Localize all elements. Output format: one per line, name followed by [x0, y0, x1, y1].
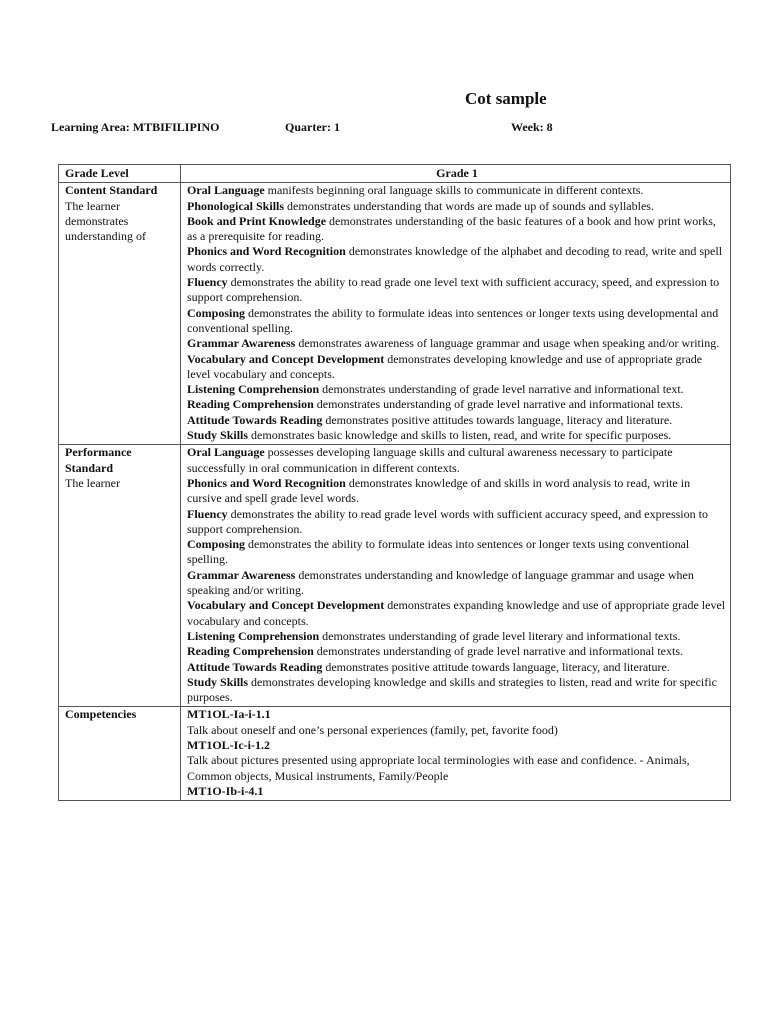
standard-term: Attitude Towards Reading: [187, 412, 323, 427]
standard-description: demonstrates the ability to read grade one level text with sufficient accuracy, speed, and expression to support comprehension.: [187, 275, 720, 305]
standard-term: Reading Comprehension: [187, 644, 314, 659]
competency-code: MT1OL-Ia-i-1.1: [187, 707, 271, 722]
standard-entry: [187, 397, 727, 412]
standard-term: Attitude Towards Reading: [187, 659, 323, 674]
standard-entry: [187, 352, 727, 383]
standard-entry: [187, 507, 727, 538]
competencies-label: Competencies: [65, 707, 137, 722]
standard-description: demonstrates understanding of grade level narrative and informational text.: [319, 382, 684, 397]
content-standard-label: Content Standard: [65, 183, 158, 198]
standard-description: demonstrates positive attitudes towards language, literacy and literature.: [322, 412, 673, 427]
standard-entry: [187, 568, 727, 599]
document-meta: [51, 120, 731, 138]
competency-code: MT1OL-Ic-i-1.2: [187, 737, 270, 752]
standard-description: manifests beginning oral language skills to communicate in different contexts.: [264, 183, 644, 198]
standard-term: Reading Comprehension: [187, 397, 314, 412]
performance-standard-items: [181, 445, 731, 707]
performance-standard-sublabel: The learner: [65, 475, 120, 490]
page-title: Cot sample: [465, 89, 547, 108]
content-standard-row: [59, 183, 731, 445]
standard-term: Fluency: [187, 275, 228, 290]
standard-entry: [187, 244, 727, 275]
standard-entry: [187, 183, 727, 198]
standard-term: Oral Language: [187, 445, 265, 460]
standard-description: possesses developing language skills and cultural awareness necessary to participate successfully in oral communication in different contexts.: [187, 445, 673, 475]
standard-description: demonstrates understanding of grade level literary and informational texts.: [319, 628, 681, 643]
grade-level-header: Grade Level: [59, 165, 181, 183]
standard-term: Listening Comprehension: [187, 628, 320, 643]
standard-description: demonstrates expanding knowledge and use of appropriate grade level vocabulary and concepts.: [187, 598, 726, 628]
performance-standard-row: [59, 445, 731, 707]
standard-term: Vocabulary and Concept Development: [187, 598, 385, 613]
standard-description: demonstrates understanding that words are made up of sounds and syllables.: [284, 198, 654, 213]
content-standard-sublabel: The learner demonstrates understanding of: [65, 198, 146, 244]
competency-description: Talk about oneself and one’s personal experiences (family, pet, favorite food): [187, 722, 558, 737]
standard-entry: [187, 629, 727, 644]
standard-term: Listening Comprehension: [187, 382, 320, 397]
standard-entry: [187, 675, 727, 706]
performance-standard-label-cell: [59, 445, 181, 707]
standard-description: demonstrates understanding of grade level narrative and informational texts.: [313, 397, 684, 412]
content-standard-label-cell: [59, 183, 181, 445]
standard-description: demonstrates developing knowledge and skills and strategies to listen, read and write for specific purposes.: [187, 674, 717, 705]
standard-term: Book and Print Knowledge: [187, 213, 327, 228]
table-header-row: [59, 165, 731, 183]
standard-description: demonstrates developing knowledge and use of appropriate grade level vocabulary and concepts.: [187, 351, 703, 381]
standard-term: Composing: [187, 537, 246, 552]
standard-description: demonstrates knowledge of the alphabet and decoding to read, write and spell words correctly.: [187, 244, 723, 274]
standard-term: Study Skills: [187, 428, 249, 443]
lesson-plan-table: [58, 164, 731, 801]
standard-description: demonstrates the ability to formulate ideas into sentences or longer texts using developmental and conventional spelling.: [187, 305, 719, 335]
standard-term: Grammar Awareness: [187, 336, 296, 351]
standard-entry: [187, 537, 727, 568]
standard-term: Grammar Awareness: [187, 567, 296, 582]
standard-entry: [187, 306, 727, 337]
content-standard-items: [181, 183, 731, 445]
standard-term: Oral Language: [187, 183, 265, 198]
competency-description: Talk about pictures presented using appropriate local terminologies with ease and confidence. - Animals, Common objects, Musical instruments, Family/People: [187, 753, 690, 783]
standard-entry: [187, 598, 727, 629]
standard-entry: [187, 214, 727, 245]
grade-1-header: Grade 1: [181, 165, 731, 183]
standard-term: Study Skills: [187, 674, 249, 689]
week-label: Week: 8: [511, 120, 553, 134]
standard-description: demonstrates positive attitude towards language, literacy, and literature.: [322, 659, 670, 674]
standard-description: demonstrates knowledge of and skills in word analysis to read, write in cursive and spell grade level words.: [187, 475, 691, 506]
standard-entry: [187, 413, 727, 428]
standard-description: demonstrates awareness of language grammar and usage when speaking and/or writing.: [295, 336, 720, 351]
standard-entry: [187, 275, 727, 306]
competency-code: MT1O-Ib-i-4.1: [187, 783, 264, 798]
standard-entry: [187, 445, 727, 476]
standard-description: demonstrates understanding of the basic features of a book and how print works, as a prerequisite for reading.: [187, 213, 716, 244]
competencies-items: [181, 707, 731, 801]
competencies-row: [59, 707, 731, 801]
standard-term: Phonological Skills: [187, 198, 285, 213]
learning-area-label: Learning Area: MTBIFILIPINO: [51, 120, 220, 134]
standard-term: Phonics and Word Recognition: [187, 244, 346, 259]
standard-description: demonstrates the ability to read grade level words with sufficient accuracy speed, and expression to support comprehension.: [187, 506, 708, 536]
competencies-label-cell: [59, 707, 181, 801]
standard-description: demonstrates basic knowledge and skills to listen, read, and write for specific purposes.: [248, 428, 672, 443]
standard-entry: [187, 336, 727, 351]
standard-description: demonstrates the ability to formulate ideas into sentences or longer texts using conventional spelling.: [187, 537, 690, 567]
standard-entry: [187, 476, 727, 507]
quarter-label: Quarter: 1: [285, 120, 340, 134]
standard-term: Fluency: [187, 506, 228, 521]
standard-entry: [187, 644, 727, 659]
standard-term: Composing: [187, 305, 246, 320]
standard-term: Vocabulary and Concept Development: [187, 351, 385, 366]
standard-entry: [187, 382, 727, 397]
standard-term: Phonics and Word Recognition: [187, 475, 346, 490]
standard-entry: [187, 428, 727, 443]
standard-description: demonstrates understanding and knowledge of language grammar and usage when speaking and/or writing.: [187, 567, 694, 598]
performance-standard-label: Performance Standard: [65, 445, 132, 475]
standard-description: demonstrates understanding of grade level narrative and informational texts.: [313, 644, 684, 659]
standard-entry: [187, 199, 727, 214]
standard-entry: [187, 660, 727, 675]
